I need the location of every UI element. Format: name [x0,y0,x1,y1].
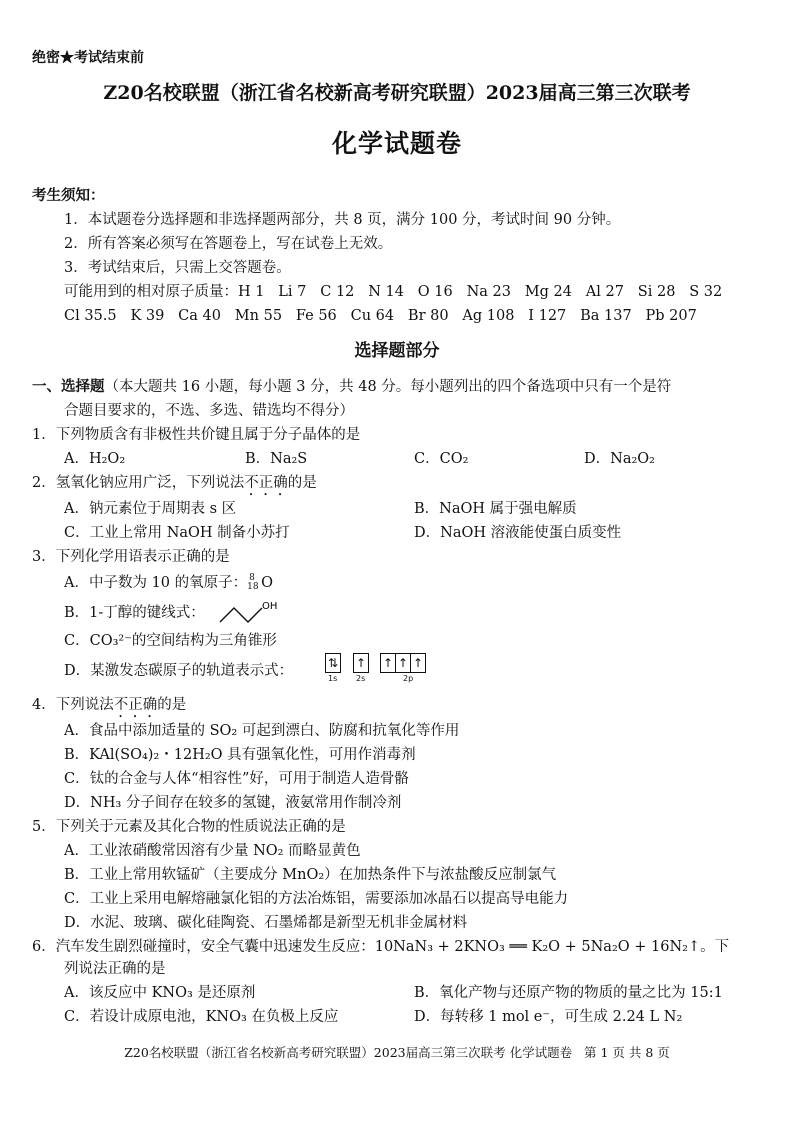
part-label: 一、选择题 [32,378,105,395]
oh-label: OH [262,601,278,612]
q3-option-a: A．中子数为 10 的氧原子： 8 18 O [64,573,274,592]
q1-stem: 1．下列物质含有非极性共价键且属于分子晶体的是 [32,427,361,443]
part-desc: （本大题共 16 小题，每小题 3 分，共 48 分。每小题列出的四个备选项中只有一个是符 [104,379,672,395]
q1-option-a: A．H₂O₂ [64,451,126,467]
q6-option-b: B．氧化产物与还原产物的物质的量之比为 15:1 [414,985,723,1001]
q5-option-b: B．工业上常用软锰矿（主要成分 MnO₂）在加热条件下与浓盐酸反应制氯气 [64,867,557,883]
q1-option-c: C．CO₂ [414,451,469,467]
atomic-masses-line2: Cl 35.5 K 39 Ca 40 Mn 55 Fe 56 Cu 64 Br 80 Ag 108 I 127 Ba 137 Pb 207 [64,308,697,324]
page-footer: Z20名校联盟（浙江省名校新高考研究联盟）2023届高三第三次联考 化学试题卷 第 1 页 共 8 页 [124,1045,670,1060]
butanol-skeletal-formula [218,598,282,626]
nuclide-notation: 8 18 [247,573,259,592]
q4-option-d: D．NH₃ 分子间存在较多的氢键，液氨常用作制冷剂 [64,795,402,811]
section-title: 选择题部分 [354,341,440,361]
q3-stem: 3．下列化学用语表示正确的是 [32,549,230,565]
q5-stem: 5．下列关于元素及其化合物的性质说法正确的是 [32,819,346,835]
q5-option-a: A．工业浓硝酸常因溶有少量 NO₂ 而略显黄色 [64,843,361,859]
q1-option-d: D．Na₂O₂ [584,451,655,467]
q6-stem: 6．汽车发生剧烈碰撞时，安全气囊中迅速发生反应：10NaN₃ + 2KNO₃ ══ K₂O + 5Na₂O + 16N₂↑。下 [32,939,730,955]
q4-option-c: C．钛的合金与人体“相容性”好，可用于制造人造骨骼 [64,771,409,787]
notice-heading: 考生须知： [32,187,105,204]
q5-option-d: D．水泥、玻璃、碳化硅陶瓷、石墨烯都是新型无机非金属材料 [64,915,468,931]
q4-stem: 4．下列说法不正确的是 [32,697,187,713]
orbital-diagram [325,653,445,687]
q6-option-a: A．该反应中 KNO₃ 是还原剂 [64,985,256,1001]
q4-option-a: A．食品中添加适量的 SO₂ 可起到漂白、防腐和抗氧化等作用 [64,723,460,739]
q3-option-b: B．1-丁醇的键线式： [64,605,205,621]
orbital-box: ↑ [411,653,426,673]
secret-label: 绝密★考试结束前 [32,50,144,66]
exam-title: Z20名校联盟（浙江省名校新高考研究联盟）2023届高三第三次联考 [103,82,691,104]
q2-option-d: D．NaOH 溶液能使蛋白质变性 [414,525,622,541]
orbital-box: ↑ [396,653,411,673]
orbital-box: ↑ [353,653,369,673]
part-heading [32,378,671,396]
orbital-label: 2p [403,674,414,683]
orbital-label: 1s [328,674,338,683]
q1-option-b: B．Na₂S [245,451,308,467]
part-desc-cont: 合题目要求的，不选、多选、错选均不得分） [64,403,354,419]
orbital-box: ⇅ [325,653,341,673]
q5-option-c: C．工业上采用电解熔融氯化铝的方法冶炼铝，需要添加冰晶石以提高导电能力 [64,891,569,907]
q6-option-d: D．每转移 1 mol e⁻，可生成 2.24 L N₂ [414,1009,683,1025]
q4-option-b: B．KAl(SO₄)₂・12H₂O 具有强氧化性，可用作消毒剂 [64,747,416,763]
page-title: 化学试题卷 [331,129,462,158]
atomic-masses-line1: 可能用到的相对原子质量：H 1 Li 7 C 12 N 14 O 16 Na 23 Mg 24 Al 27 Si 28 S 32 [64,284,723,300]
emphasis-text: 不正确 [113,697,158,713]
notice-item: 1．本试题卷分选择题和非选择题两部分，共 8 页，满分 100 分，考试时间 90 分钟。 [64,212,621,228]
notice-item: 2．所有答案必须写在答题卷上，写在试卷上无效。 [64,236,393,252]
q3-option-c: C．CO₃²⁻的空间结构为三角锥形 [64,633,277,649]
orbital-box: ↑ [380,653,396,673]
orbital-label: 2s [356,674,366,683]
q2-option-c: C．工业上常用 NaOH 制备小苏打 [64,525,290,541]
q3-option-d: D．某激发态碳原子的轨道表示式： [64,663,294,679]
q6-stem-cont: 列说法正确的是 [64,961,166,977]
q2-stem: 2．氢氧化钠应用广泛，下列说法不正确的是 [32,475,317,491]
q2-option-b: B．NaOH 属于强电解质 [414,501,577,517]
q6-option-c: C．若设计成原电池，KNO₃ 在负极上反应 [64,1009,339,1025]
notice-item: 3．考试结束后，只需上交答题卷。 [64,260,291,276]
q2-option-a: A．钠元素位于周期表 s 区 [64,501,237,517]
emphasis-text: 不正确 [244,475,288,491]
